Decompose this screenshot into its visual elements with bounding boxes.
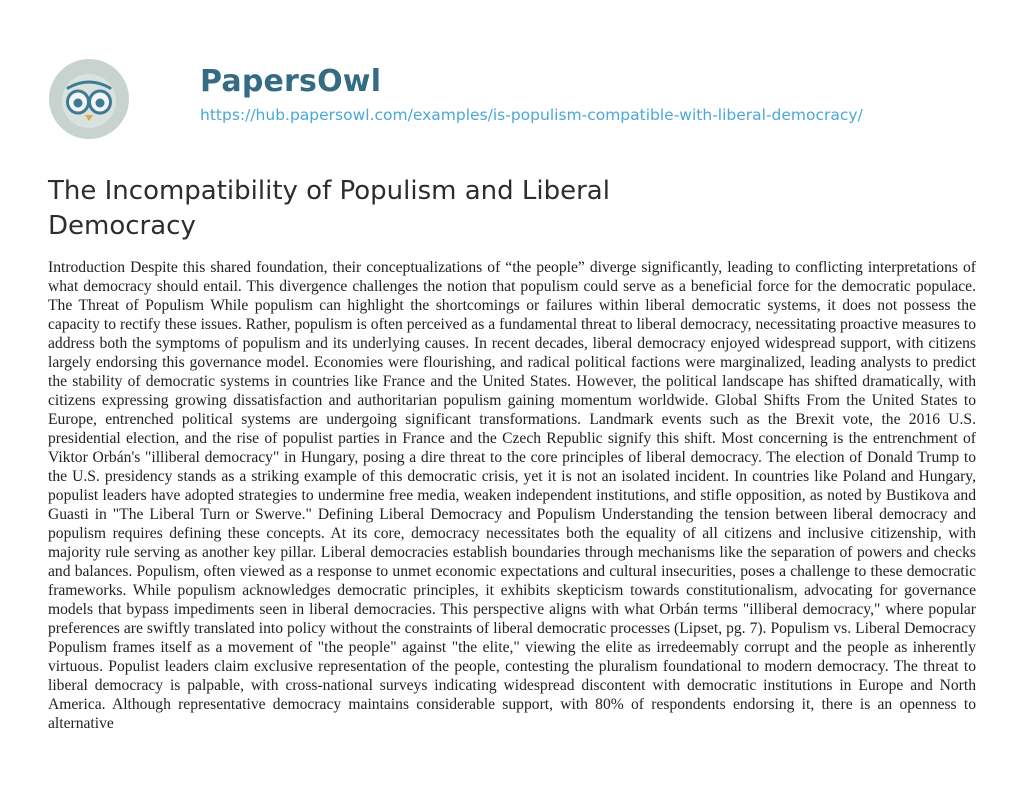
source-url-link[interactable]: https://hub.papersowl.com/examples/is-populism-compatible-with-liberal-democracy/ (200, 106, 863, 124)
document-title: The Incompatibility of Populism and Liberal Democracy (48, 176, 610, 241)
site-header (48, 58, 988, 140)
brand-name[interactable]: PapersOwl (200, 64, 382, 99)
owl-logo-icon[interactable] (48, 58, 130, 140)
document-body: Introduction Despite this shared foundation, their conceptualizations of “the people” diverge significantly, leading to conflicting interpretations of what democracy should entail. This divergence challenges the notion that populism could serve as a beneficial force for the democratic populace. The Threat of Populism While populism can highlight the shortcomings or failures within liberal democratic systems, it does not possess the capacity to rectify these issues. Rather, populism is often perceived as a fundamental threat to liberal democracy, necessitating proactive measures to address both the symptoms of populism and its underlying causes. In recent decades, liberal democracy enjoyed widespread support, with citizens largely endorsing this governance model. Economies were flourishing, and radical political factions were marginalized, leading analysts to predict the stability of democratic systems in countries like France and the United States. However, the political landscape has shifted dramatically, with citizens expressing growing dissatisfaction and authoritarian populism gaining momentum worldwide. Global Shifts From the United States to Europe, entrenched political systems are undergoing significant transformations. Landmark events such as the Brexit vote, the 2016 U.S. presidential election, and the rise of populist parties in France and the Czech Republic signify this shift. Most concerning is the entrenchment of Viktor Orbán's "illiberal democracy" in Hungary, posing a dire threat to the core principles of liberal democracy. The election of Donald Trump to the U.S. presidency stands as a striking example of this democratic crisis, yet it is not an isolated incident. In countries like Poland and Hungary, populist leaders have adopted strategies to undermine free media, weaken independent institutions, and stifle opposition, as noted by Bustikova and Guasti in "The Liberal Turn or Swerve." Defining Liberal Democracy and Populism Understanding the tension between liberal democracy and populism requires defining these concepts. At its core, democracy necessitates both the equality of all citizens and inclusive citizenship, with majority rule serving as another key pillar. Liberal democracies establish boundaries through mechanisms like the separation of powers and checks and balances. Populism, often viewed as a response to unmet economic expectations and cultural insecurities, poses a challenge to these democratic frameworks. While populism acknowledges democratic principles, it exhibits skepticism towards constitutionalism, advocating for governance models that bypass impediments seen in liberal democracies. This perspective aligns with what Orbán terms "illiberal democracy," where popular preferences are swiftly translated into policy without the constraints of liberal democratic processes (Lipset, pg. 7). Populism vs. Liberal Democracy Populism frames itself as a movement of "the people" against "the elite," viewing the elite as irredeemably corrupt and the people as inherently virtuous. Populist leaders claim exclusive representation of the people, contesting the pluralism foundational to modern democracy. The threat to liberal democracy is palpable, with cross-national surveys indicating widespread discontent with democratic institutions in Europe and North America. Although representative democracy maintains considerable support, with 80% of respondents endorsing it, there is an openness to alternative (48, 259, 976, 732)
